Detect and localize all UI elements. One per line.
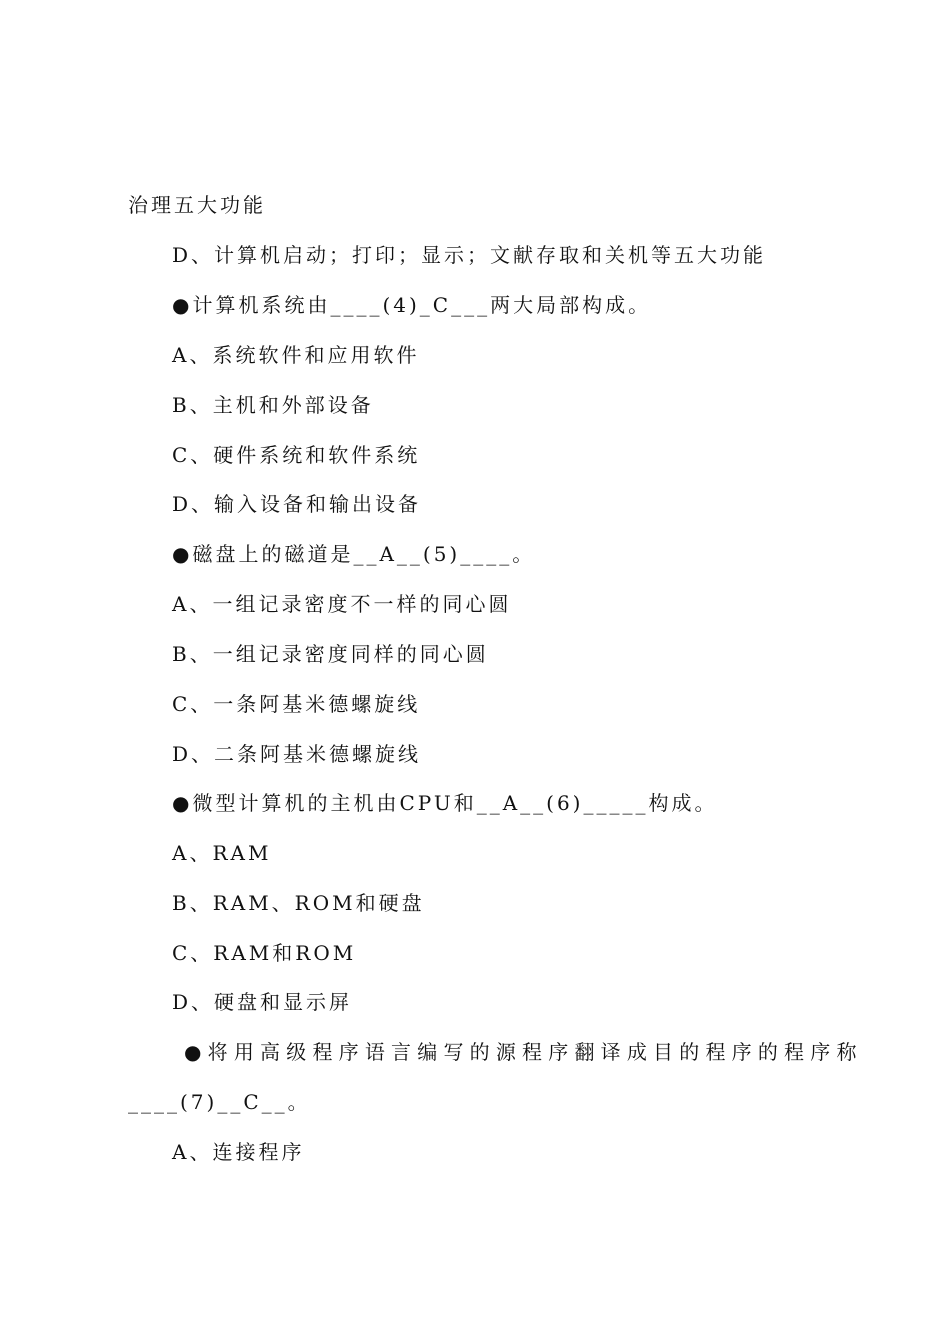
option-c-q4: C、硬件系统和软件系统 (172, 443, 421, 467)
option-a-q4: A、系统软件和应用软件 (172, 343, 420, 367)
option-b-q4: B、主机和外部设备 (172, 393, 374, 417)
text-line-1: 治理五大功能 (128, 193, 266, 217)
option-b-q6: B、RAM、ROM和硬盘 (172, 891, 425, 915)
option-a-q7: A、连接程序 (172, 1140, 305, 1164)
option-c-q5: C、一条阿基米德螺旋线 (172, 692, 421, 716)
option-a-q6: A、RAM (172, 841, 272, 865)
question-7: ●将用高级程序语言编写的源程序翻译成目的程序的程序称 (184, 1040, 863, 1064)
option-d-q6: D、硬盘和显示屏 (172, 990, 353, 1014)
option-b-q5: B、一组记录密度同样的同心圆 (172, 642, 489, 666)
option-d-q3: D、计算机启动；打印；显示；文献存取和关机等五大功能 (172, 243, 767, 267)
option-c-q6: C、RAM和ROM (172, 941, 357, 965)
question-6: ●微型计算机的主机由CPU和__A__(6)_____构成。 (172, 791, 718, 815)
question-5: ●磁盘上的磁道是__A__(5)____。 (172, 542, 536, 566)
option-d-q4: D、输入设备和输出设备 (172, 492, 422, 516)
option-a-q5: A、一组记录密度不一样的同心圆 (172, 592, 512, 616)
question-7-continued: ____(7)__C__。 (128, 1090, 311, 1114)
option-d-q5: D、二条阿基米德螺旋线 (172, 742, 422, 766)
question-4: ●计算机系统由____(4)_C___两大局部构成。 (172, 293, 652, 317)
